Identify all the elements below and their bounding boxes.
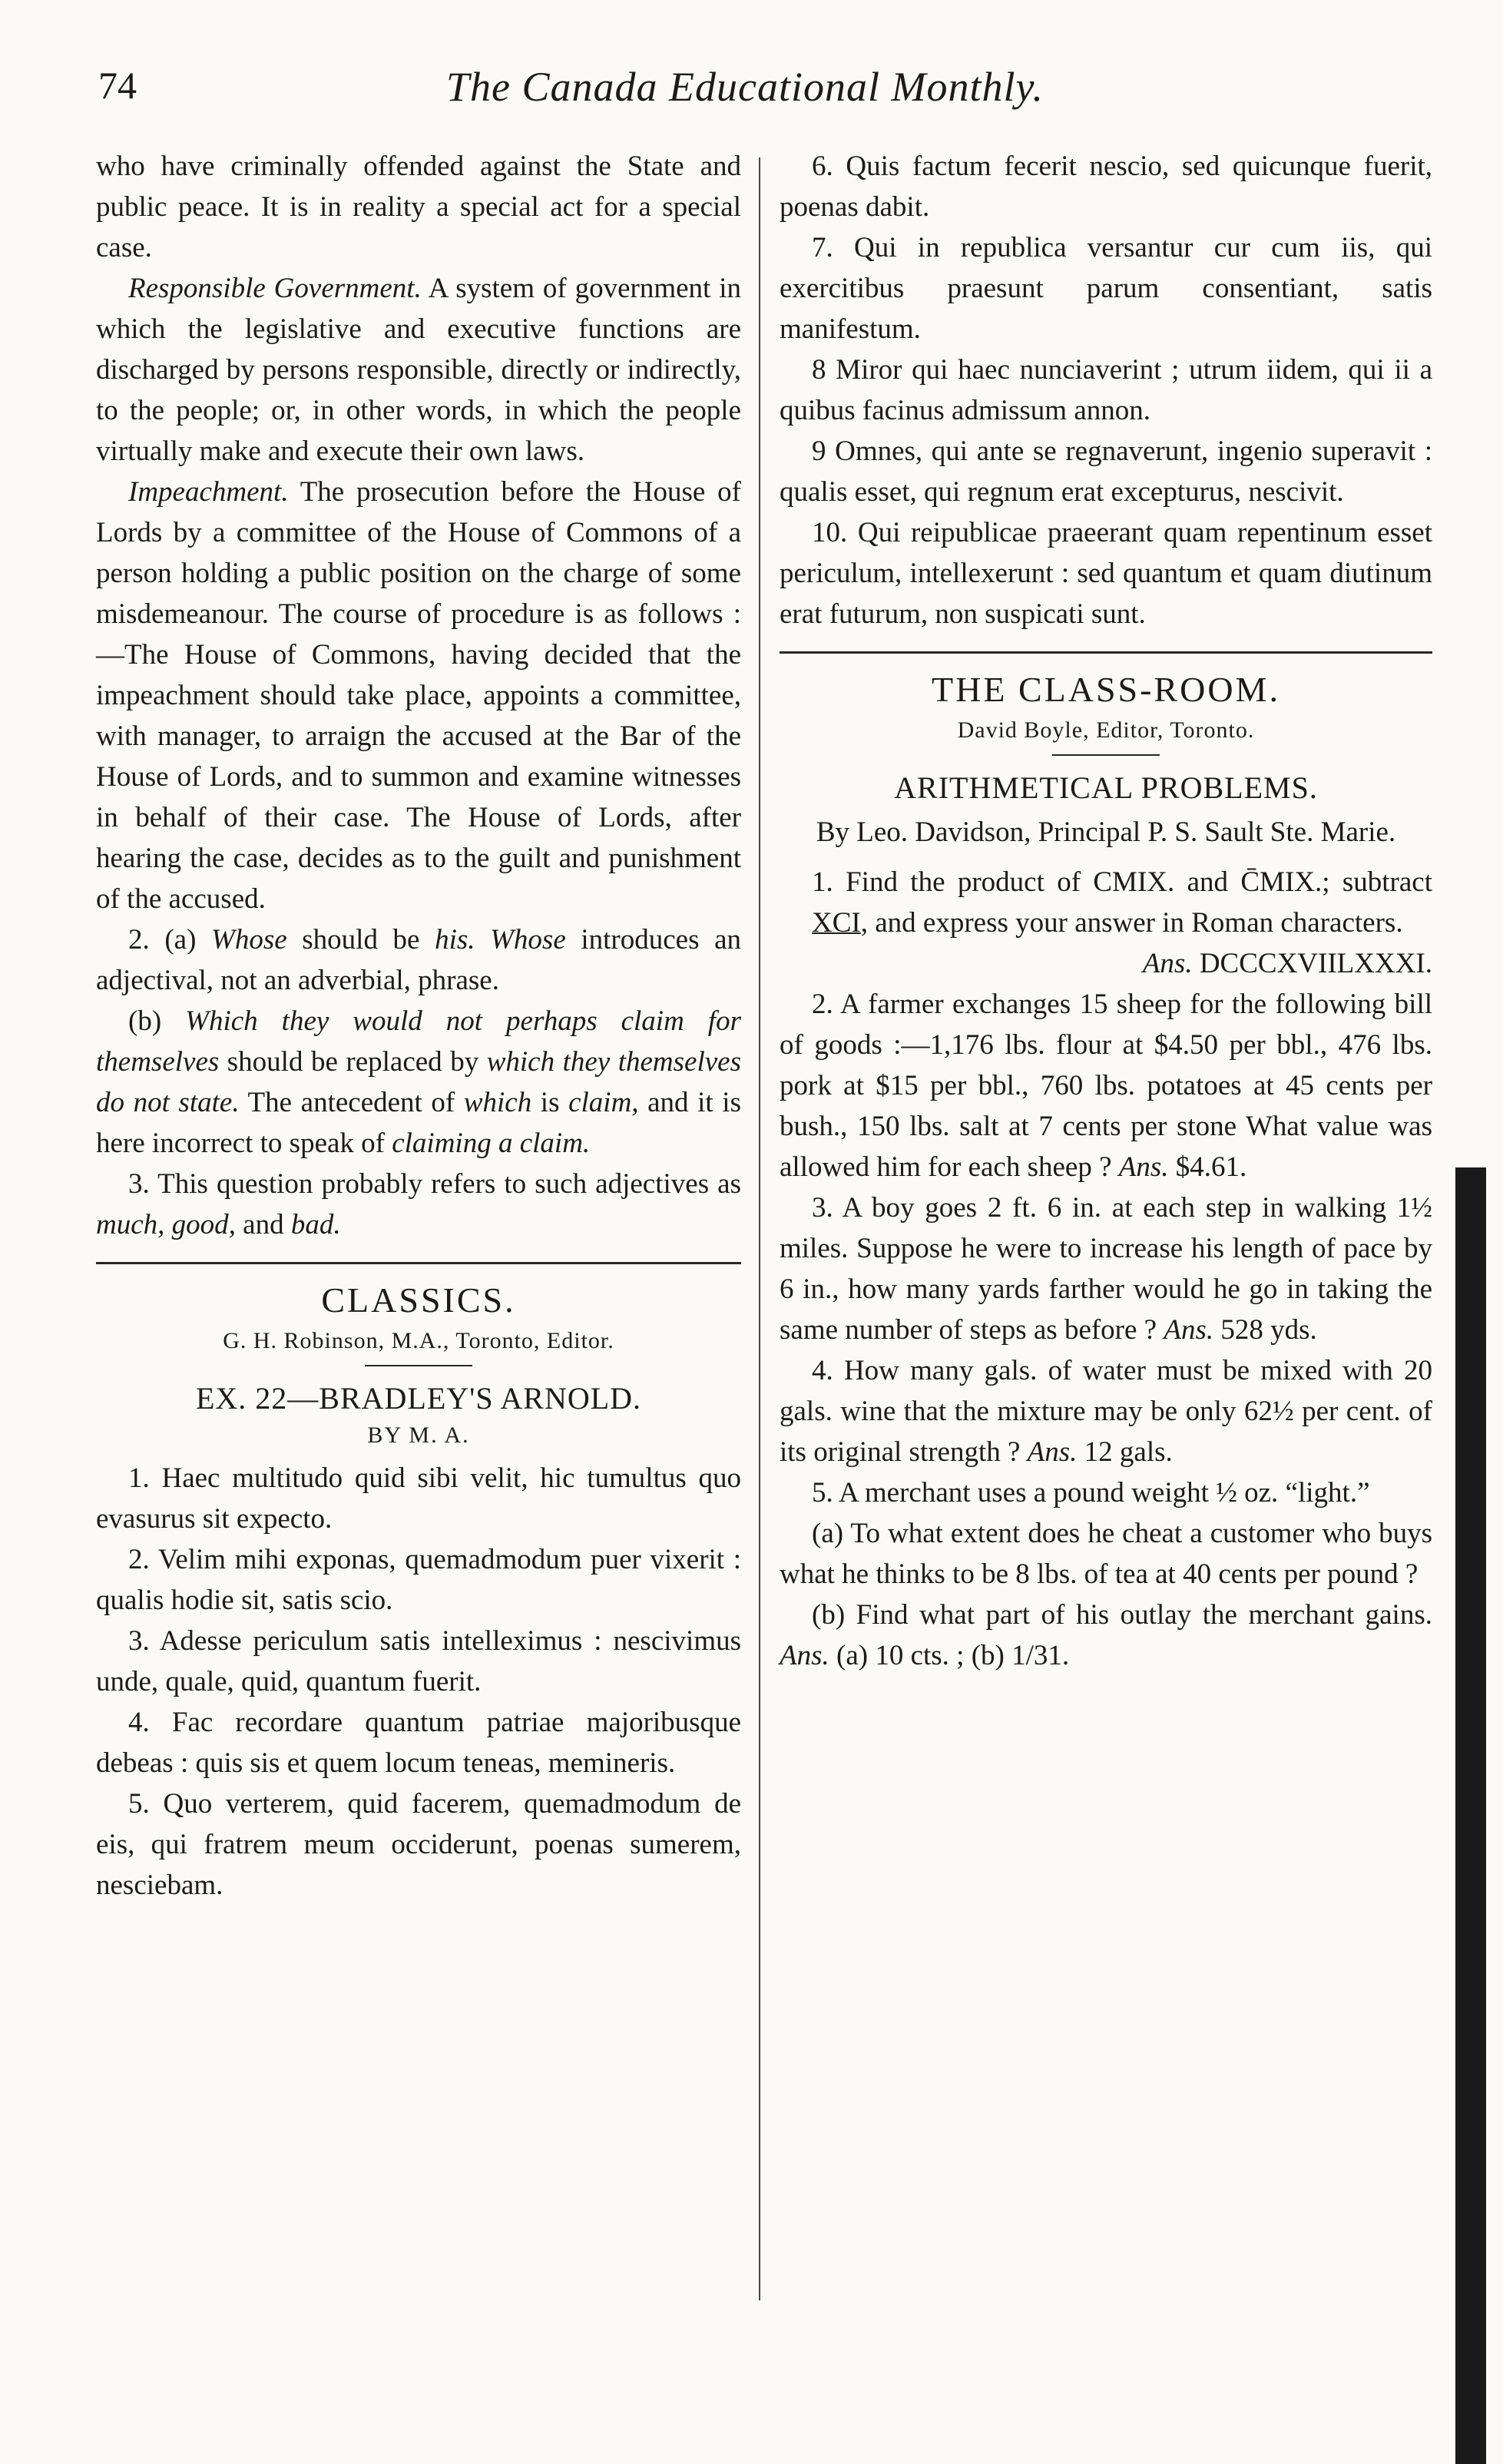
scan-edge-bar bbox=[1455, 1167, 1486, 2464]
impeachment-entry: Impeachment. The prosecution before the House of Lords by a committee of the House of Commons of a person holding a public position on the charge of some misdemeanour. The course of procedure is as follows :—The House of Commons, having decided that the impeachment should take place, appoints a committee, with manager, to arraign the accused at the Bar of the House of Lords, and to summon and examine witnesses in behalf of their case. The House of Lords, after hearing the case, decides as to the guilt and punishment of the accused. bbox=[96, 476, 741, 915]
classics-editor: G. H. Robinson, M.A., Toronto, Editor. bbox=[223, 1328, 614, 1353]
right-column bbox=[780, 146, 1432, 1676]
exercise-byline: BY M. A. bbox=[367, 1422, 470, 1448]
exercise-item: 10. Qui reipublicae praeerant quam repentinum esset periculum, intellexerunt : sed quantum et quam diutinum erat futurum, non suspicati sunt. bbox=[780, 517, 1432, 630]
classics-heading: CLASSICS. bbox=[321, 1280, 516, 1320]
problem-4: 4. How many gals. of water must be mixed with 20 gals. wine that the mixture may be only 62½ per cent. of its original strength ? Ans. 12 gals. bbox=[780, 1355, 1432, 1468]
exercise-item: 1. Haec multitudo quid sibi velit, hic tumultus quo evasurus sit expecto. bbox=[96, 1462, 741, 1535]
exercise-heading: EX. 22—BRADLEY'S ARNOLD. bbox=[195, 1381, 642, 1416]
running-title: The Canada Educational Monthly. bbox=[446, 64, 1044, 110]
exercise-item: 4. Fac recordare quantum patriae majoribusque debeas : quis sis et quem locum teneas, memineris. bbox=[96, 1707, 741, 1779]
exercise-item: 9 Omnes, qui ante se regnaverunt, ingenio superavit : qualis esset, qui regnum erat excepturus, nescivit. bbox=[780, 436, 1432, 508]
exercise-item: 2. Velim mihi exponas, quemadmodum puer vixerit : qualis hodie sit, satis scio. bbox=[96, 1544, 741, 1616]
term: Responsible Government. bbox=[128, 273, 422, 304]
problem-1: 1. Find the product of CMIX. and C̄MIX.; subtract XCI, and express your answer in Roman characters. bbox=[812, 866, 1432, 939]
responsible-government-entry: Responsible Government. A system of government in which the legislative and executive functions are discharged by persons responsible, directly or indirectly, to the people; or, in other words, in which the people virtually make and execute their own laws. bbox=[96, 273, 741, 467]
column-divider bbox=[759, 157, 760, 2300]
section-rule bbox=[780, 651, 1432, 654]
arithmetic-heading: ARITHMETICAL PROBLEMS. bbox=[894, 770, 1318, 805]
answer-2b: (b) Which they would not perhaps claim for themselves should be replaced by which they themselves do not state. The antecedent of which is claim, and it is here incorrect to speak of claiming a claim. bbox=[96, 1005, 741, 1159]
problem-5b: (b) Find what part of his outlay the merchant gains. Ans. (a) 10 cts. ; (b) 1/31. bbox=[780, 1599, 1432, 1671]
page-header bbox=[77, 63, 1413, 132]
problem-2: 2. A farmer exchanges 15 sheep for the following bill of goods :—1,176 lbs. flour at $4.50 per bbl., 476 lbs. pork at $15 per bbl., 760 lbs. potatoes at 45 cents per bush., 150 lbs. salt at 7 cents per stone What value was allowed him for each sheep ? Ans. $4.61. bbox=[780, 989, 1432, 1183]
left-column bbox=[96, 146, 741, 1906]
section-rule bbox=[96, 1262, 741, 1264]
short-rule bbox=[365, 1365, 472, 1366]
short-rule bbox=[1052, 754, 1160, 756]
exercise-item: 5. Quo verterem, quid facerem, quemadmodum de eis, qui fratrem meum occiderunt, poenas sumerem, nesciebam. bbox=[96, 1788, 741, 1901]
answer-2a: 2. (a) Whose should be his. Whose introduces an adjectival, not an adverbial, phrase. bbox=[96, 924, 742, 996]
problem-5: 5. A merchant uses a pound weight ½ oz. “light.” bbox=[812, 1477, 1370, 1509]
exercise-item: 6. Quis factum fecerit nescio, sed quicunque fuerit, poenas dabit. bbox=[780, 151, 1432, 223]
arithmetic-author: By Leo. Davidson, Principal P. S. Sault Ste. Marie. bbox=[816, 816, 1396, 848]
exercise-item: 7. Qui in republica versantur cur cum iis, qui exercitibus praesunt parum consentiant, satis manifestum. bbox=[780, 232, 1432, 345]
continued-paragraph: who have criminally offended against the State and public peace. It is in reality a special act for a special case. bbox=[96, 151, 741, 263]
exercise-item: 3. Adesse periculum satis intelleximus : nescivimus unde, quale, quid, quantum fuerit. bbox=[96, 1625, 741, 1697]
classroom-editor: David Boyle, Editor, Toronto. bbox=[957, 717, 1255, 743]
page-number: 74 bbox=[98, 64, 137, 107]
exercise-item: 8 Miror qui haec nunciaverint ; utrum iidem, qui ii a quibus facinus admissum annon. bbox=[780, 354, 1432, 426]
term: Impeachment. bbox=[128, 476, 289, 508]
problem-3: 3. A boy goes 2 ft. 6 in. at each step in walking 1½ miles. Suppose he were to increase his length of pace by 6 in., how many yards farther would he go in taking the same number of steps as before ? Ans. 528 yds. bbox=[780, 1192, 1432, 1346]
answer-3: 3. This question probably refers to such adjectives as much, good, and bad. bbox=[96, 1168, 741, 1240]
classroom-heading: THE CLASS-ROOM. bbox=[932, 670, 1280, 709]
problem-1-answer: Ans. DCCCXVIILXXXI. bbox=[1142, 948, 1432, 979]
problem-5a: (a) To what extent does he cheat a customer who buys what he thinks to be 8 lbs. of tea at 40 cents per pound ? bbox=[780, 1518, 1432, 1590]
